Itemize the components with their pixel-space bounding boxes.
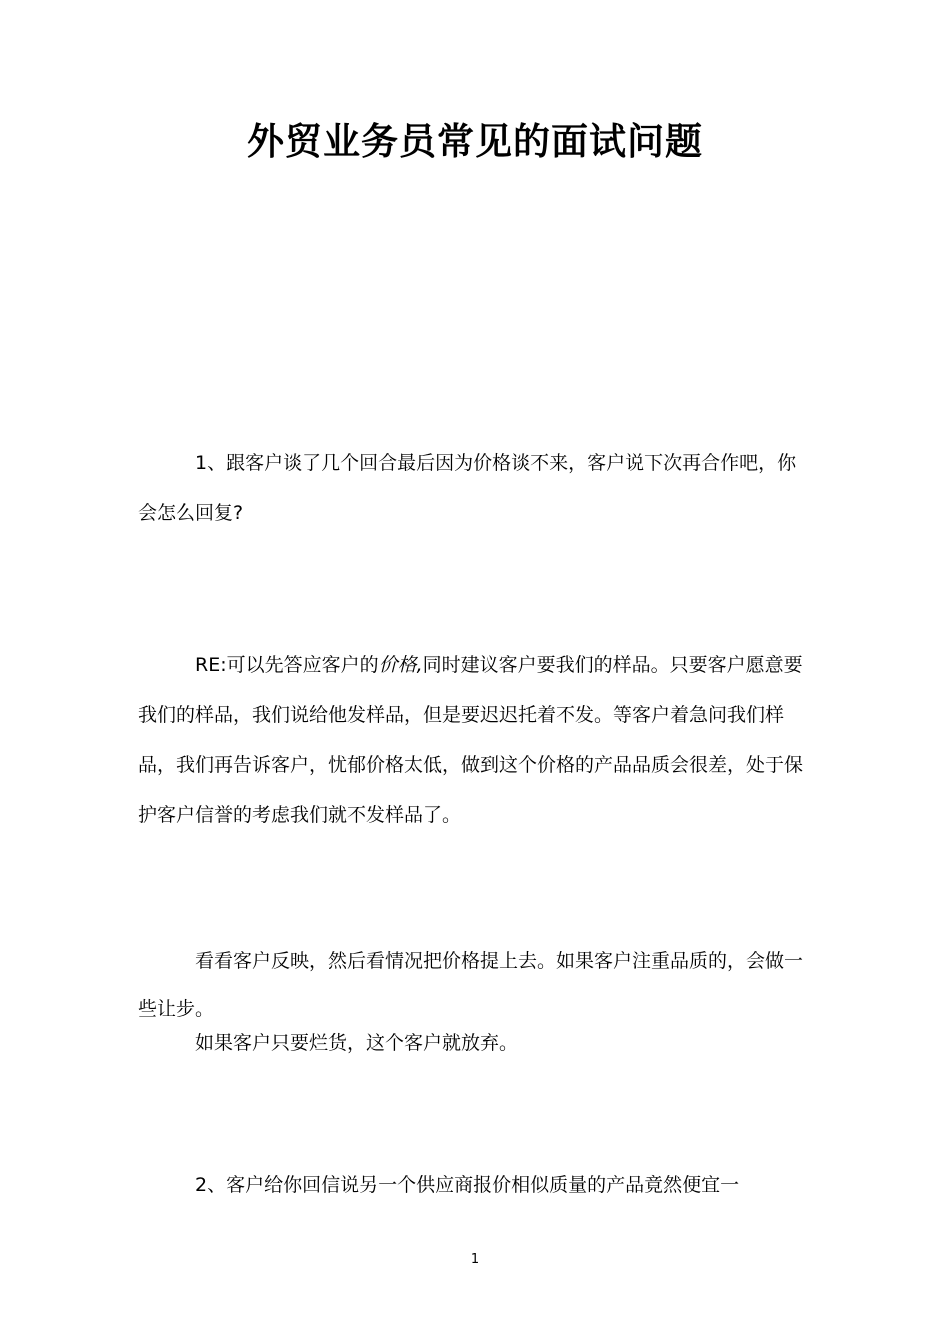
answer-italic-text: 价格, (378, 654, 423, 676)
page-title: 外贸业务员常见的面试问题 (247, 120, 703, 163)
page-number: 1 (470, 1252, 480, 1267)
paragraph-abandon: 如果客户只要烂货，这个客户就放弃。 (195, 1032, 519, 1054)
answer-rest: 同时建议客户要我们的样品。只要客户愿意要我们的样品，我们说给他发样品，但是要迟迟托着不发。等客户着急问我们样品，我们再告诉客户，忧郁价格太低，做到这个价格的产品品质会很差，处于保护客户信誉的考虑我们就不发样品了。 (138, 654, 804, 826)
question-1: 1、跟客户谈了几个回合最后因为价格谈不来，客户说下次再合作吧，你会怎么回复? (138, 452, 797, 524)
answer-prefix: RE:可以先答应客户的 (195, 654, 379, 676)
paragraph-observe: 看看客户反映，然后看情况把价格提上去。如果客户注重品质的，会做一些让步。 (138, 950, 804, 1020)
answer-paragraph (138, 640, 814, 840)
question-2: 2、客户给你回信说另一个供应商报价相似质量的产品竟然便宜一 (195, 1174, 740, 1196)
